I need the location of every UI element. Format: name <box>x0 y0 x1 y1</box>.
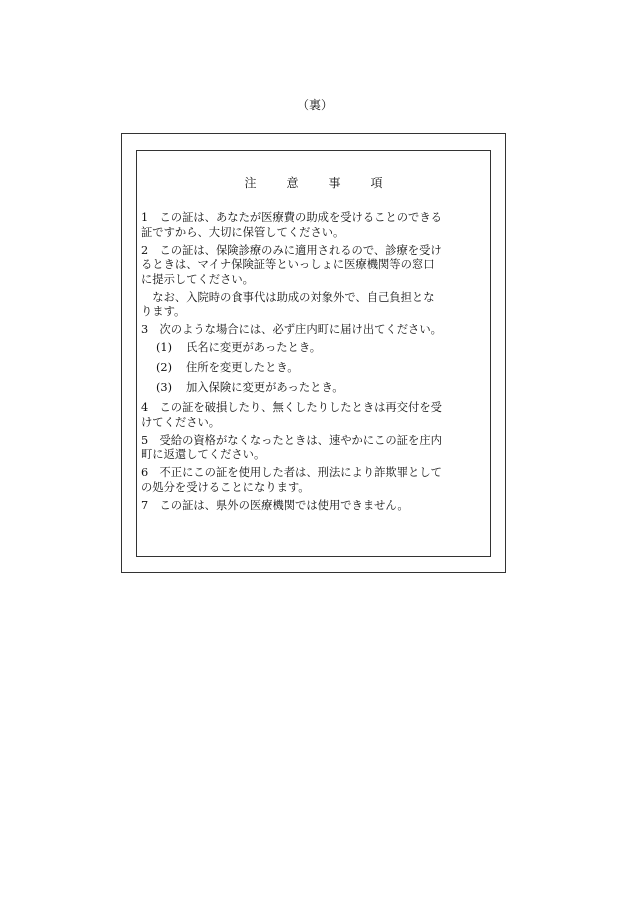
sub-item-text: 住所を変更したとき。 <box>186 361 299 374</box>
notice-line: なお、入院時の食事代は助成の対象外で、自己負担とな <box>141 290 435 304</box>
title-char: 意 <box>286 176 299 190</box>
notice-title <box>137 175 490 191</box>
notice-item-1 <box>141 211 487 240</box>
notice-item-2 <box>141 244 487 288</box>
sub-item-2 <box>141 361 487 376</box>
notice-box <box>136 150 491 557</box>
notice-line: 2 この証は、保険診療のみに適用されるので、診療を受け <box>141 243 442 257</box>
sub-item-3 <box>141 381 487 396</box>
notice-item-7 <box>141 499 487 514</box>
notice-line: 7 この証は、県外の医療機関では使用できません。 <box>141 498 409 512</box>
notice-line: 4 この証を破損したり、無くしたりしたときは再交付を受 <box>141 401 442 414</box>
title-char: 事 <box>328 176 341 190</box>
sub-item-number: (2) <box>156 361 173 374</box>
notice-line: 6 不正にこの証を使用した者は、刑法により詐欺罪として <box>141 466 442 479</box>
notice-line: 3 次のような場合には、必ず庄内町に届け出てください。 <box>141 323 442 336</box>
notice-line: 5 受給の資格がなくなったときは、速やかにこの証を庄内 <box>141 433 442 447</box>
notice-items <box>141 211 487 517</box>
notice-line: 証ですから、大切に保管してください。 <box>141 225 345 239</box>
notice-line: るときは、マイナ保険証等といっしょに医療機関等の窓口 <box>141 258 435 271</box>
notice-line: の処分を受けることになります。 <box>141 480 310 494</box>
sub-item-number: (3) <box>156 381 173 394</box>
sub-item-number: (1) <box>156 341 173 354</box>
sub-item-text: 加入保険に変更があったとき。 <box>186 381 344 394</box>
notice-line: に提示してください。 <box>141 272 254 286</box>
sub-item-1 <box>141 341 487 356</box>
notice-item-4 <box>141 401 487 430</box>
notice-line: けてください。 <box>141 415 221 429</box>
notice-line: ります。 <box>141 305 186 318</box>
notice-line: 1 この証は、あなたが医療費の助成を受けることのできる <box>141 211 442 224</box>
notice-item-2-note <box>141 291 487 320</box>
notice-item-6 <box>141 466 487 495</box>
notice-item-5 <box>141 434 487 463</box>
title-char: 項 <box>370 176 383 190</box>
back-side-label: （裏） <box>296 98 333 112</box>
title-char: 注 <box>244 176 257 190</box>
notice-line: 町に返還してください。 <box>141 448 266 461</box>
notice-item-3 <box>141 323 487 338</box>
sub-item-text: 氏名に変更があったとき。 <box>186 341 321 354</box>
